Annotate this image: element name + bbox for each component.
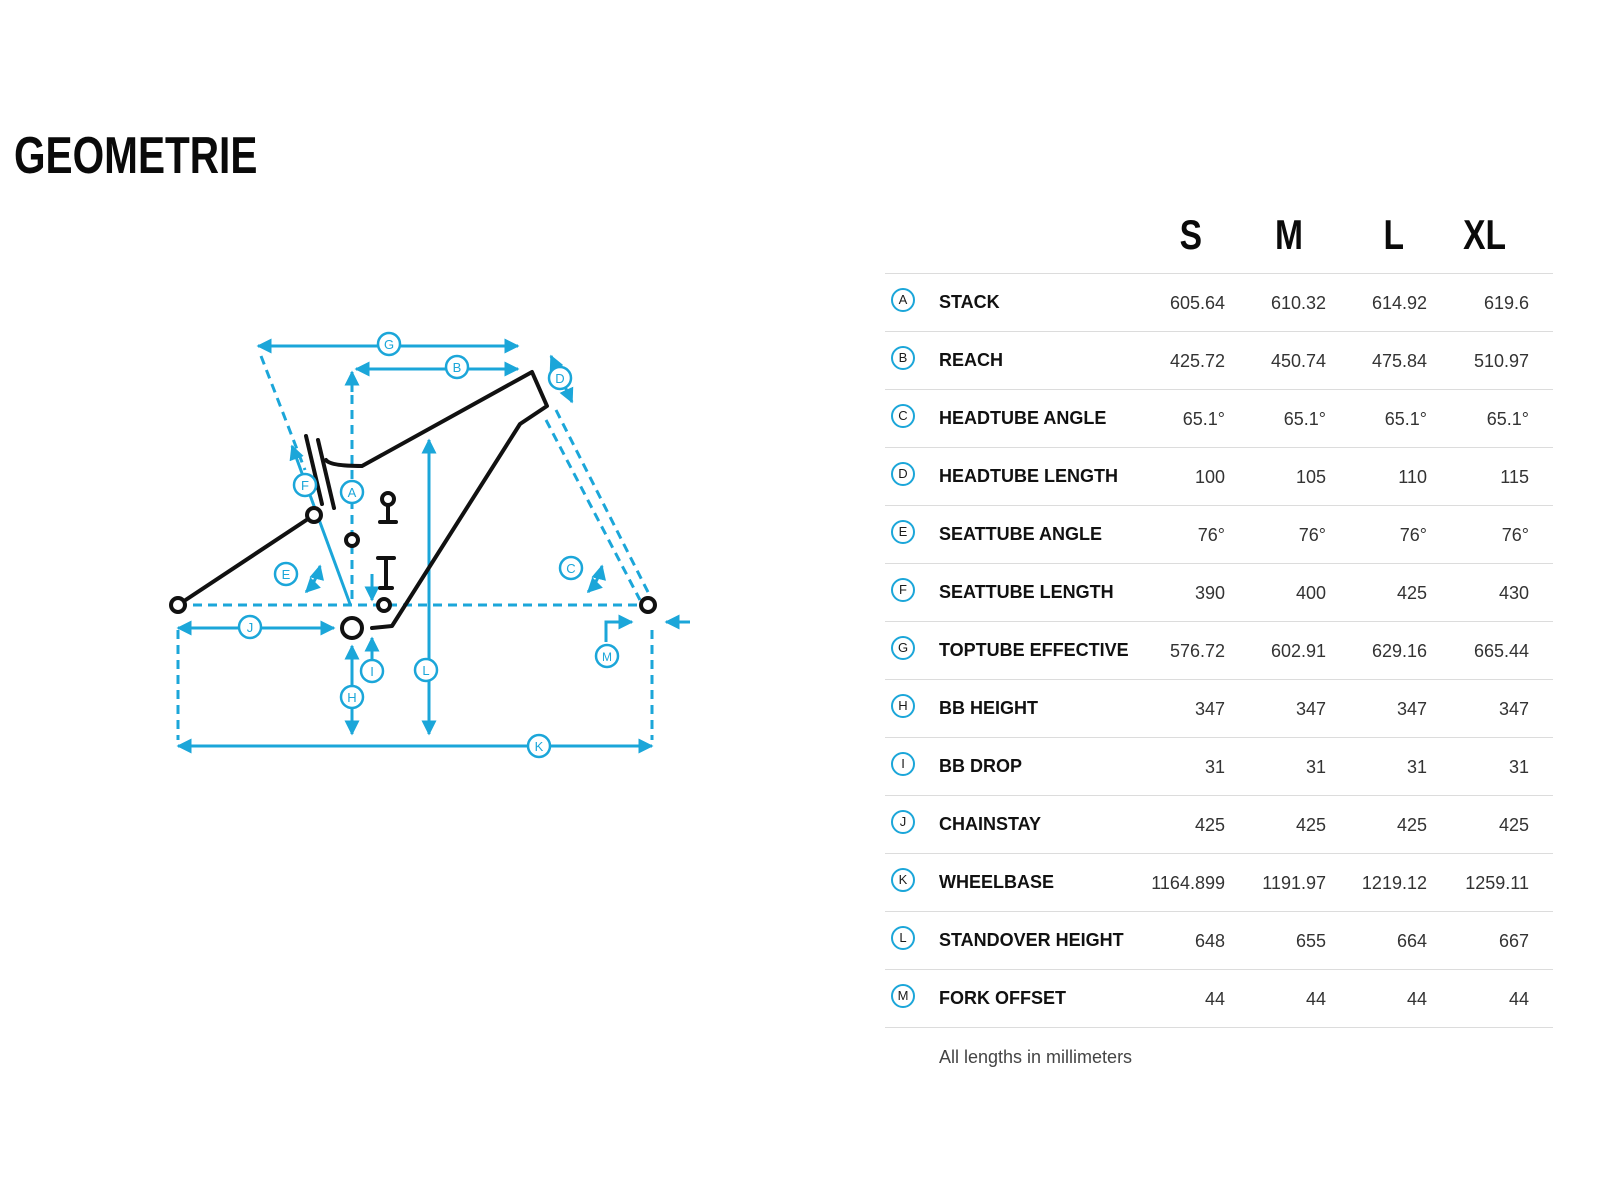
table-row (885, 912, 1553, 970)
value-cell: 65.1° (1486, 409, 1529, 429)
table-row (885, 738, 1553, 796)
value-cell: 1164.899 (1151, 873, 1225, 893)
letter-badge: D (891, 462, 915, 486)
value-cell: 110 (1398, 467, 1427, 487)
diagram-label-h (341, 686, 363, 708)
svg-text:J: J (246, 620, 254, 635)
size-header-row (885, 205, 1553, 274)
value-cell: 31 (1305, 757, 1326, 777)
letter-badge: K (891, 868, 915, 892)
page-title: GEOMETRIE (14, 127, 258, 185)
size-header-m: M (1275, 211, 1303, 258)
row-label: WHEELBASE (939, 872, 1055, 892)
value-cell: 347 (1194, 699, 1225, 719)
units-footnote: All lengths in millimeters (939, 1047, 1133, 1067)
table-row (885, 274, 1553, 332)
value-cell: 667 (1498, 931, 1529, 951)
value-cell: 510.97 (1473, 351, 1529, 371)
svg-text:G: G (383, 337, 395, 352)
value-cell: 76° (1399, 525, 1427, 545)
value-cell: 65.1° (1182, 409, 1225, 429)
value-cell: 31 (1406, 757, 1427, 777)
table-row (885, 390, 1553, 448)
letter-badge: H (891, 694, 915, 718)
value-cell: 65.1° (1283, 409, 1326, 429)
svg-text:F: F (301, 478, 309, 493)
value-cell: 425 (1396, 815, 1427, 835)
value-cell: 664 (1396, 931, 1427, 951)
value-cell: 475.84 (1371, 351, 1427, 371)
value-cell: 347 (1498, 699, 1529, 719)
value-cell: 425 (1396, 583, 1427, 603)
bike-frame (178, 372, 547, 628)
value-cell: 610.32 (1270, 293, 1326, 313)
letter-badge: M (891, 984, 915, 1008)
letter-badge: B (891, 346, 915, 370)
value-cell: 76° (1298, 525, 1326, 545)
value-cell: 576.72 (1169, 641, 1225, 661)
letter-badge: C (891, 404, 915, 428)
letter-badge: G (891, 636, 915, 660)
value-cell: 44 (1508, 989, 1529, 1009)
value-cell: 347 (1295, 699, 1326, 719)
row-label: HEADTUBE LENGTH (939, 466, 1118, 486)
row-label: HEADTUBE ANGLE (939, 408, 1107, 428)
value-cell: 648 (1194, 931, 1225, 951)
letter-badge: A (891, 288, 915, 312)
row-label: BB HEIGHT (939, 698, 1038, 718)
row-label: TOPTUBE EFFECTIVE (939, 640, 1129, 660)
value-cell: 614.92 (1371, 293, 1427, 313)
diagram-label-i (361, 660, 383, 682)
value-cell: 602.91 (1270, 641, 1326, 661)
value-cell: 425 (1194, 815, 1225, 835)
value-cell: 115 (1500, 467, 1529, 487)
value-cell: 44 (1305, 989, 1326, 1009)
geometry-diagram (160, 320, 720, 780)
diagram-label-a (341, 481, 363, 503)
table-row (885, 796, 1553, 854)
value-cell: 44 (1204, 989, 1225, 1009)
svg-text:C: C (566, 561, 576, 576)
diagram-label-b (446, 356, 468, 378)
value-cell: 619.6 (1483, 293, 1529, 313)
svg-text:K: K (534, 739, 544, 754)
diagram-label-k (528, 735, 550, 757)
value-cell: 1191.97 (1262, 873, 1326, 893)
size-header-l: L (1383, 211, 1404, 258)
row-label: REACH (939, 350, 1004, 370)
svg-text:I: I (370, 664, 374, 679)
svg-text:A: A (347, 485, 357, 500)
table-row (885, 854, 1553, 912)
value-cell: 629.16 (1371, 641, 1427, 661)
reference-lines (178, 356, 652, 740)
row-label: SEATTUBE LENGTH (939, 582, 1114, 602)
row-label: BB DROP (939, 756, 1023, 776)
row-label: SEATTUBE ANGLE (939, 524, 1103, 544)
table-row (885, 448, 1553, 506)
letter-badge: L (891, 926, 915, 950)
svg-text:B: B (452, 360, 462, 375)
value-cell: 605.64 (1169, 293, 1225, 313)
letter-badge: F (891, 578, 915, 602)
svg-text:L: L (422, 663, 430, 678)
svg-text:D: D (555, 371, 565, 386)
table-row (885, 680, 1553, 738)
letter-badge: E (891, 520, 915, 544)
value-cell: 425 (1498, 815, 1529, 835)
table-row (885, 506, 1553, 564)
value-cell: 390 (1194, 583, 1225, 603)
diagram-label-j (239, 616, 261, 638)
value-cell: 31 (1204, 757, 1225, 777)
value-cell: 31 (1508, 757, 1529, 777)
size-header-s: S (1179, 211, 1202, 258)
svg-text:H: H (347, 690, 357, 705)
value-cell: 425 (1295, 815, 1326, 835)
value-cell: 65.1° (1384, 409, 1427, 429)
svg-text:E: E (281, 567, 291, 582)
diagram-label-l (415, 659, 437, 681)
value-cell: 1219.12 (1361, 873, 1427, 893)
value-cell: 430 (1498, 583, 1529, 603)
diagram-label-c (560, 557, 582, 579)
value-cell: 105 (1295, 467, 1326, 487)
row-label: STANDOVER HEIGHT (939, 930, 1124, 950)
diagram-label-m (596, 645, 618, 667)
row-label: STACK (939, 292, 1000, 312)
diagram-label-f (294, 474, 316, 496)
row-label: FORK OFFSET (939, 988, 1066, 1008)
letter-badge: I (891, 752, 915, 776)
table-row (885, 622, 1553, 680)
value-cell: 76° (1197, 525, 1225, 545)
value-cell: 100 (1194, 467, 1225, 487)
geometry-table (885, 205, 1553, 1068)
row-label: CHAINSTAY (939, 814, 1042, 834)
value-cell: 44 (1406, 989, 1427, 1009)
value-cell: 400 (1295, 583, 1326, 603)
table-row (885, 970, 1553, 1028)
value-cell: 347 (1396, 699, 1427, 719)
svg-text:M: M (602, 650, 612, 664)
value-cell: 665.44 (1473, 641, 1529, 661)
diagram-label-g (378, 333, 400, 355)
value-cell: 425.72 (1169, 351, 1225, 371)
value-cell: 1259.11 (1465, 873, 1529, 893)
value-cell: 450.74 (1270, 351, 1326, 371)
table-row (885, 332, 1553, 390)
letter-badge: J (891, 810, 915, 834)
diagram-label-d (549, 367, 571, 389)
size-header-xl: XL (1463, 211, 1506, 258)
diagram-label-e (275, 563, 297, 585)
table-row (885, 564, 1553, 622)
value-cell: 76° (1501, 525, 1529, 545)
value-cell: 655 (1295, 931, 1326, 951)
